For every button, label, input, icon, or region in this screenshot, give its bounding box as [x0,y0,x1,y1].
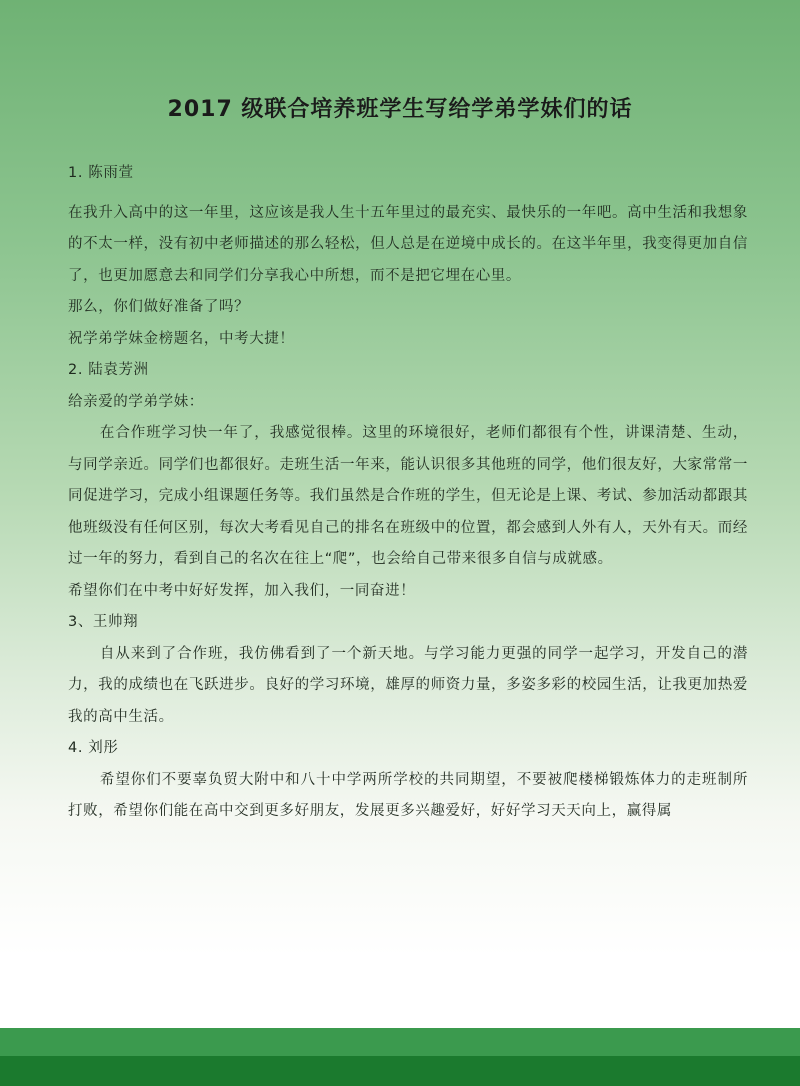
section-heading-2: 2. 陆袁芳洲 [68,362,149,378]
paragraph: 那么，你们做好准备了吗？ [68,299,250,315]
greeting: 给亲爱的学弟学妹： [68,393,204,410]
footer-band-light [0,1028,800,1056]
paragraph: 希望你们不要辜负贸大附中和八十中学两所学校的共同期望，不要被爬楼梯锻炼体力的走班制所打败，希望你们能在高中交到更多好朋友，发展更多兴趣爱好，好好学习天天向上，赢得属 [68,771,748,819]
paragraph: 自从来到了合作班，我仿佛看到了一个新天地。与学习能力更强的同学一起学习，开发自己的潜力，我的成绩也在飞跃进步。良好的学习环境，雄厚的师资力量，多姿多彩的校园生活，让我更加热爱我的高中生活。 [68,645,748,725]
section-heading-3: 3、王帅翔 [68,614,139,630]
paragraph: 希望你们在中考中好好发挥，加入我们，一同奋进！ [68,582,416,599]
section-heading-1: 1. 陈雨萱 [68,165,134,181]
footer-band-dark [0,1056,800,1086]
paragraph: 在我升入高中的这一年里，这应该是我人生十五年里过的最充实、最快乐的一年吧。高中生活和我想象的不太一样，没有初中老师描述的那么轻松，但人总是在逆境中成长的。在这半年里，我变得更加自信了，也更加愿意去和同学们分享我心中所想，而不是把它埋在心里。 [68,204,748,284]
section-heading-4: 4. 刘彤 [68,740,119,756]
page-title: 2017 级联合培养班学生写给学弟学妹们的话 [167,97,633,122]
letter-content [68,158,748,828]
paragraph: 祝学弟学妹金榜题名，中考大捷！ [68,330,295,347]
paragraph: 在合作班学习快一年了，我感觉很棒。这里的环境很好，老师们都很有个性，讲课清楚、生动，与同学亲近。同学们也都很好。走班生活一年来，能认识很多其他班的同学，他们很友好，大家常常一同促进学习，完成小组课题任务等。我们虽然是合作班的学生，但无论是上课、考试、参加活动都跟其他班级没有任何区别，每次大考看见自己的排名在班级中的位置，都会感到人外有人，天外有天。而经过一年的努力，看到自己的名次在往上“爬”，也会给自己带来很多自信与成就感。 [68,425,748,567]
